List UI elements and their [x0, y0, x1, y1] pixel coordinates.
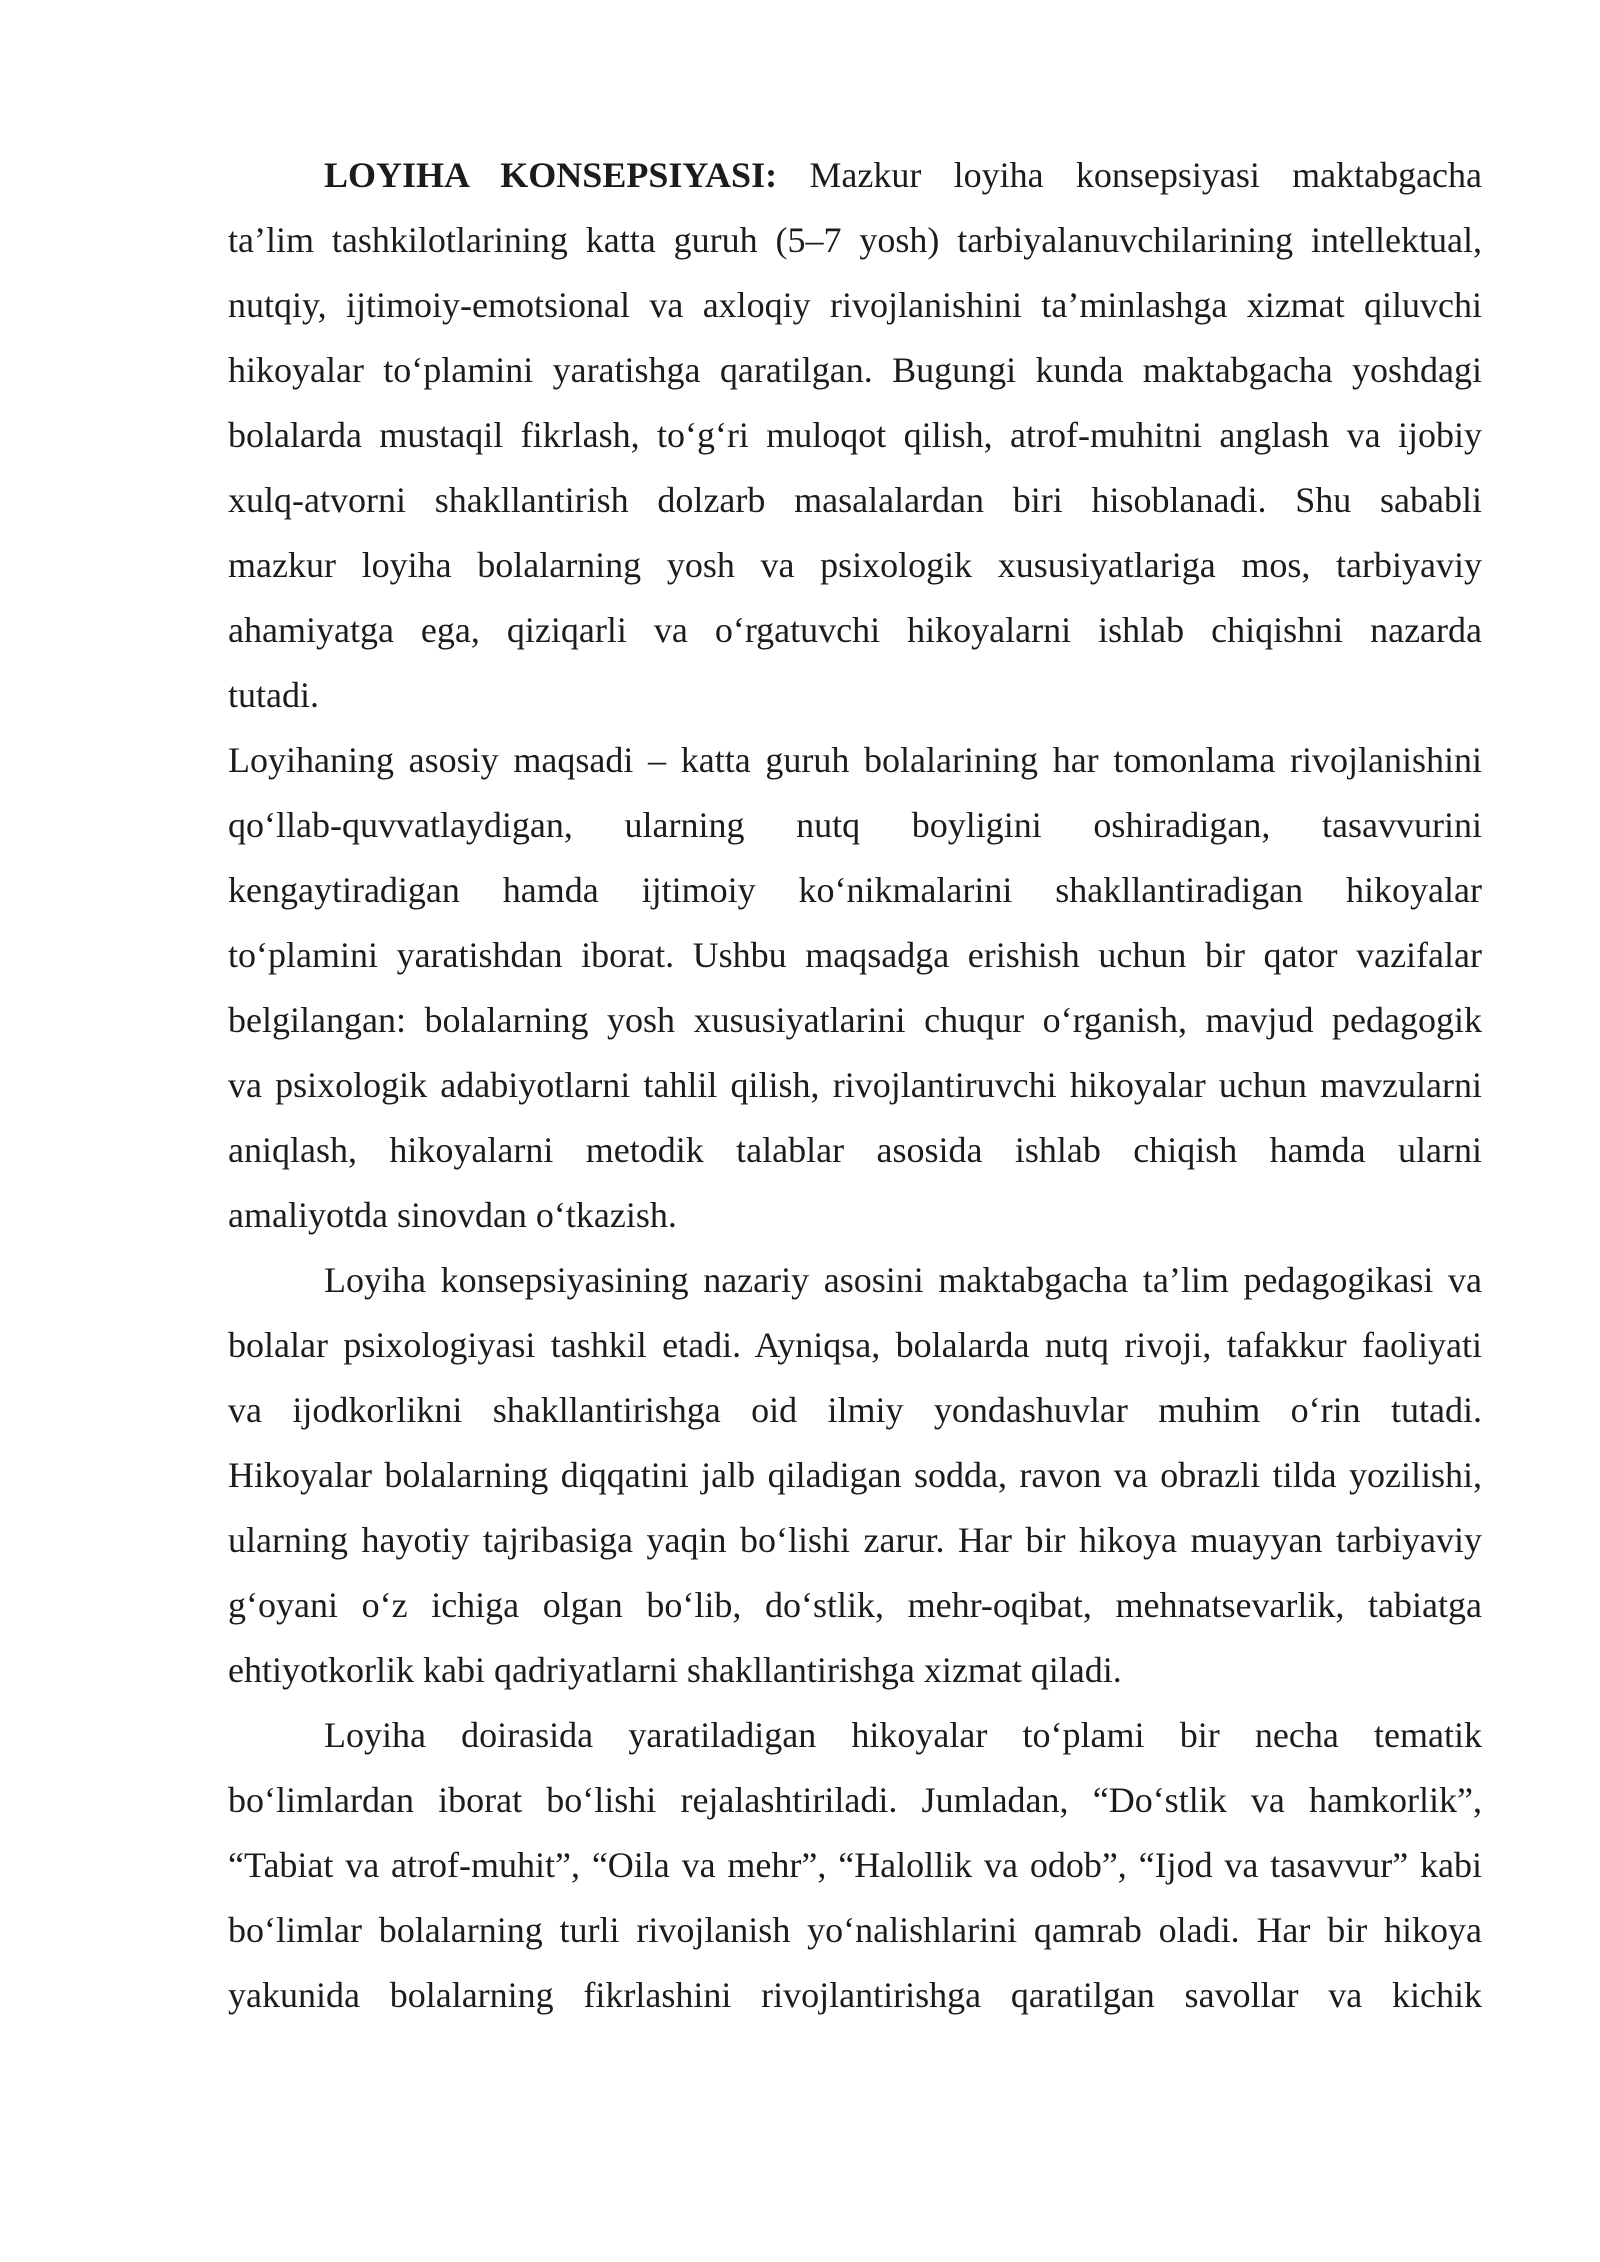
paragraph-theoretical-basis	[228, 1248, 1482, 1703]
text-line: “Tabiat va atrof-muhit”, “Oila va mehr”, “Halollik va odob”, “Ijod va tasavvur” kabi	[228, 1845, 1482, 1885]
text-line: kengaytiradigan hamda ijtimoiy ko‘nikmalarini shakllantiradigan hikoyalar	[228, 870, 1482, 910]
text-line: tutadi.	[228, 675, 319, 715]
document-body	[228, 143, 1482, 2028]
text-line: ularning hayotiy tajribasiga yaqin bo‘lishi zarur. Har bir hikoya muayyan tarbiyaviy	[228, 1520, 1482, 1560]
paragraph-concept-intro	[228, 143, 1482, 728]
text-line: nutqiy, ijtimoiy-emotsional va axloqiy rivojlanishini ta’minlashga xizmat qiluvchi	[228, 285, 1482, 325]
text-line: aniqlash, hikoyalarni metodik talablar asosida ishlab chiqish hamda ularni	[228, 1130, 1482, 1170]
text-line: to‘plamini yaratishdan iborat. Ushbu maqsadga erishish uchun bir qator vazifalar	[228, 935, 1482, 975]
text-line	[228, 143, 1482, 208]
text-line: ahamiyatga ega, qiziqarli va o‘rgatuvchi hikoyalarni ishlab chiqishni nazarda	[228, 610, 1482, 650]
text-line-content: Mazkur loyiha konsepsiyasi maktabgacha	[809, 155, 1482, 195]
text-line: va ijodkorlikni shakllantirishga oid ilmiy yondashuvlar muhim o‘rin tutadi.	[228, 1390, 1482, 1430]
text-line: Loyiha konsepsiyasining nazariy asosini maktabgacha ta’lim pedagogikasi va	[324, 1260, 1482, 1300]
text-line: qo‘llab-quvvatlaydigan, ularning nutq boyligini oshiradigan, tasavvurini	[228, 805, 1482, 845]
text-line: xulq-atvorni shakllantirish dolzarb masalalardan biri hisoblanadi. Shu sababli	[228, 480, 1482, 520]
text-line: amaliyotda sinovdan o‘tkazish.	[228, 1195, 677, 1235]
text-line: bolalarda mustaqil fikrlash, to‘g‘ri muloqot qilish, atrof-muhitni anglash va ijobiy	[228, 415, 1482, 455]
text-line: bolalar psixologiyasi tashkil etadi. Ayniqsa, bolalarda nutq rivoji, tafakkur faoliyati	[228, 1325, 1482, 1365]
text-line: Loyiha doirasida yaratiladigan hikoyalar to‘plami bir necha tematik	[324, 1715, 1482, 1755]
text-line: bo‘limlardan iborat bo‘lishi rejalashtiriladi. Jumladan, “Do‘stlik va hamkorlik”,	[228, 1780, 1482, 1820]
text-line: mazkur loyiha bolalarning yosh va psixologik xususiyatlariga mos, tarbiyaviy	[228, 545, 1482, 585]
text-line: bo‘limlar bolalarning turli rivojlanish yo‘nalishlarini qamrab oladi. Har bir hikoya	[228, 1910, 1482, 1950]
text-line: ehtiyotkorlik kabi qadriyatlarni shakllantirishga xizmat qiladi.	[228, 1650, 1122, 1690]
text-line: yakunida bolalarning fikrlashini rivojlantirishga qaratilgan savollar va kichik	[228, 1975, 1482, 2015]
text-line: ta’lim tashkilotlarining katta guruh (5–7 yosh) tarbiyalanuvchilarining intellektual,	[228, 220, 1482, 260]
section-heading-label: LOYIHA KONSEPSIYASI:	[324, 155, 778, 195]
text-line: g‘oyani o‘z ichiga olgan bo‘lib, do‘stlik, mehr-oqibat, mehnatsevarlik, tabiatga	[228, 1585, 1482, 1625]
text-line: hikoyalar to‘plamini yaratishga qaratilgan. Bugungi kunda maktabgacha yoshdagi	[228, 350, 1482, 390]
paragraph-project-goal	[228, 728, 1482, 1248]
text-line: belgilangan: bolalarning yosh xususiyatlarini chuqur o‘rganish, mavjud pedagogik	[228, 1000, 1482, 1040]
paragraph-collection-structure	[228, 1703, 1482, 2028]
text-line: Loyihaning asosiy maqsadi – katta guruh bolalarining har tomonlama rivojlanishini	[228, 740, 1482, 780]
text-line: Hikoyalar bolalarning diqqatini jalb qiladigan sodda, ravon va obrazli tilda yozilishi,	[228, 1455, 1482, 1495]
text-line: va psixologik adabiyotlarni tahlil qilish, rivojlantiruvchi hikoyalar uchun mavzularni	[228, 1065, 1482, 1105]
